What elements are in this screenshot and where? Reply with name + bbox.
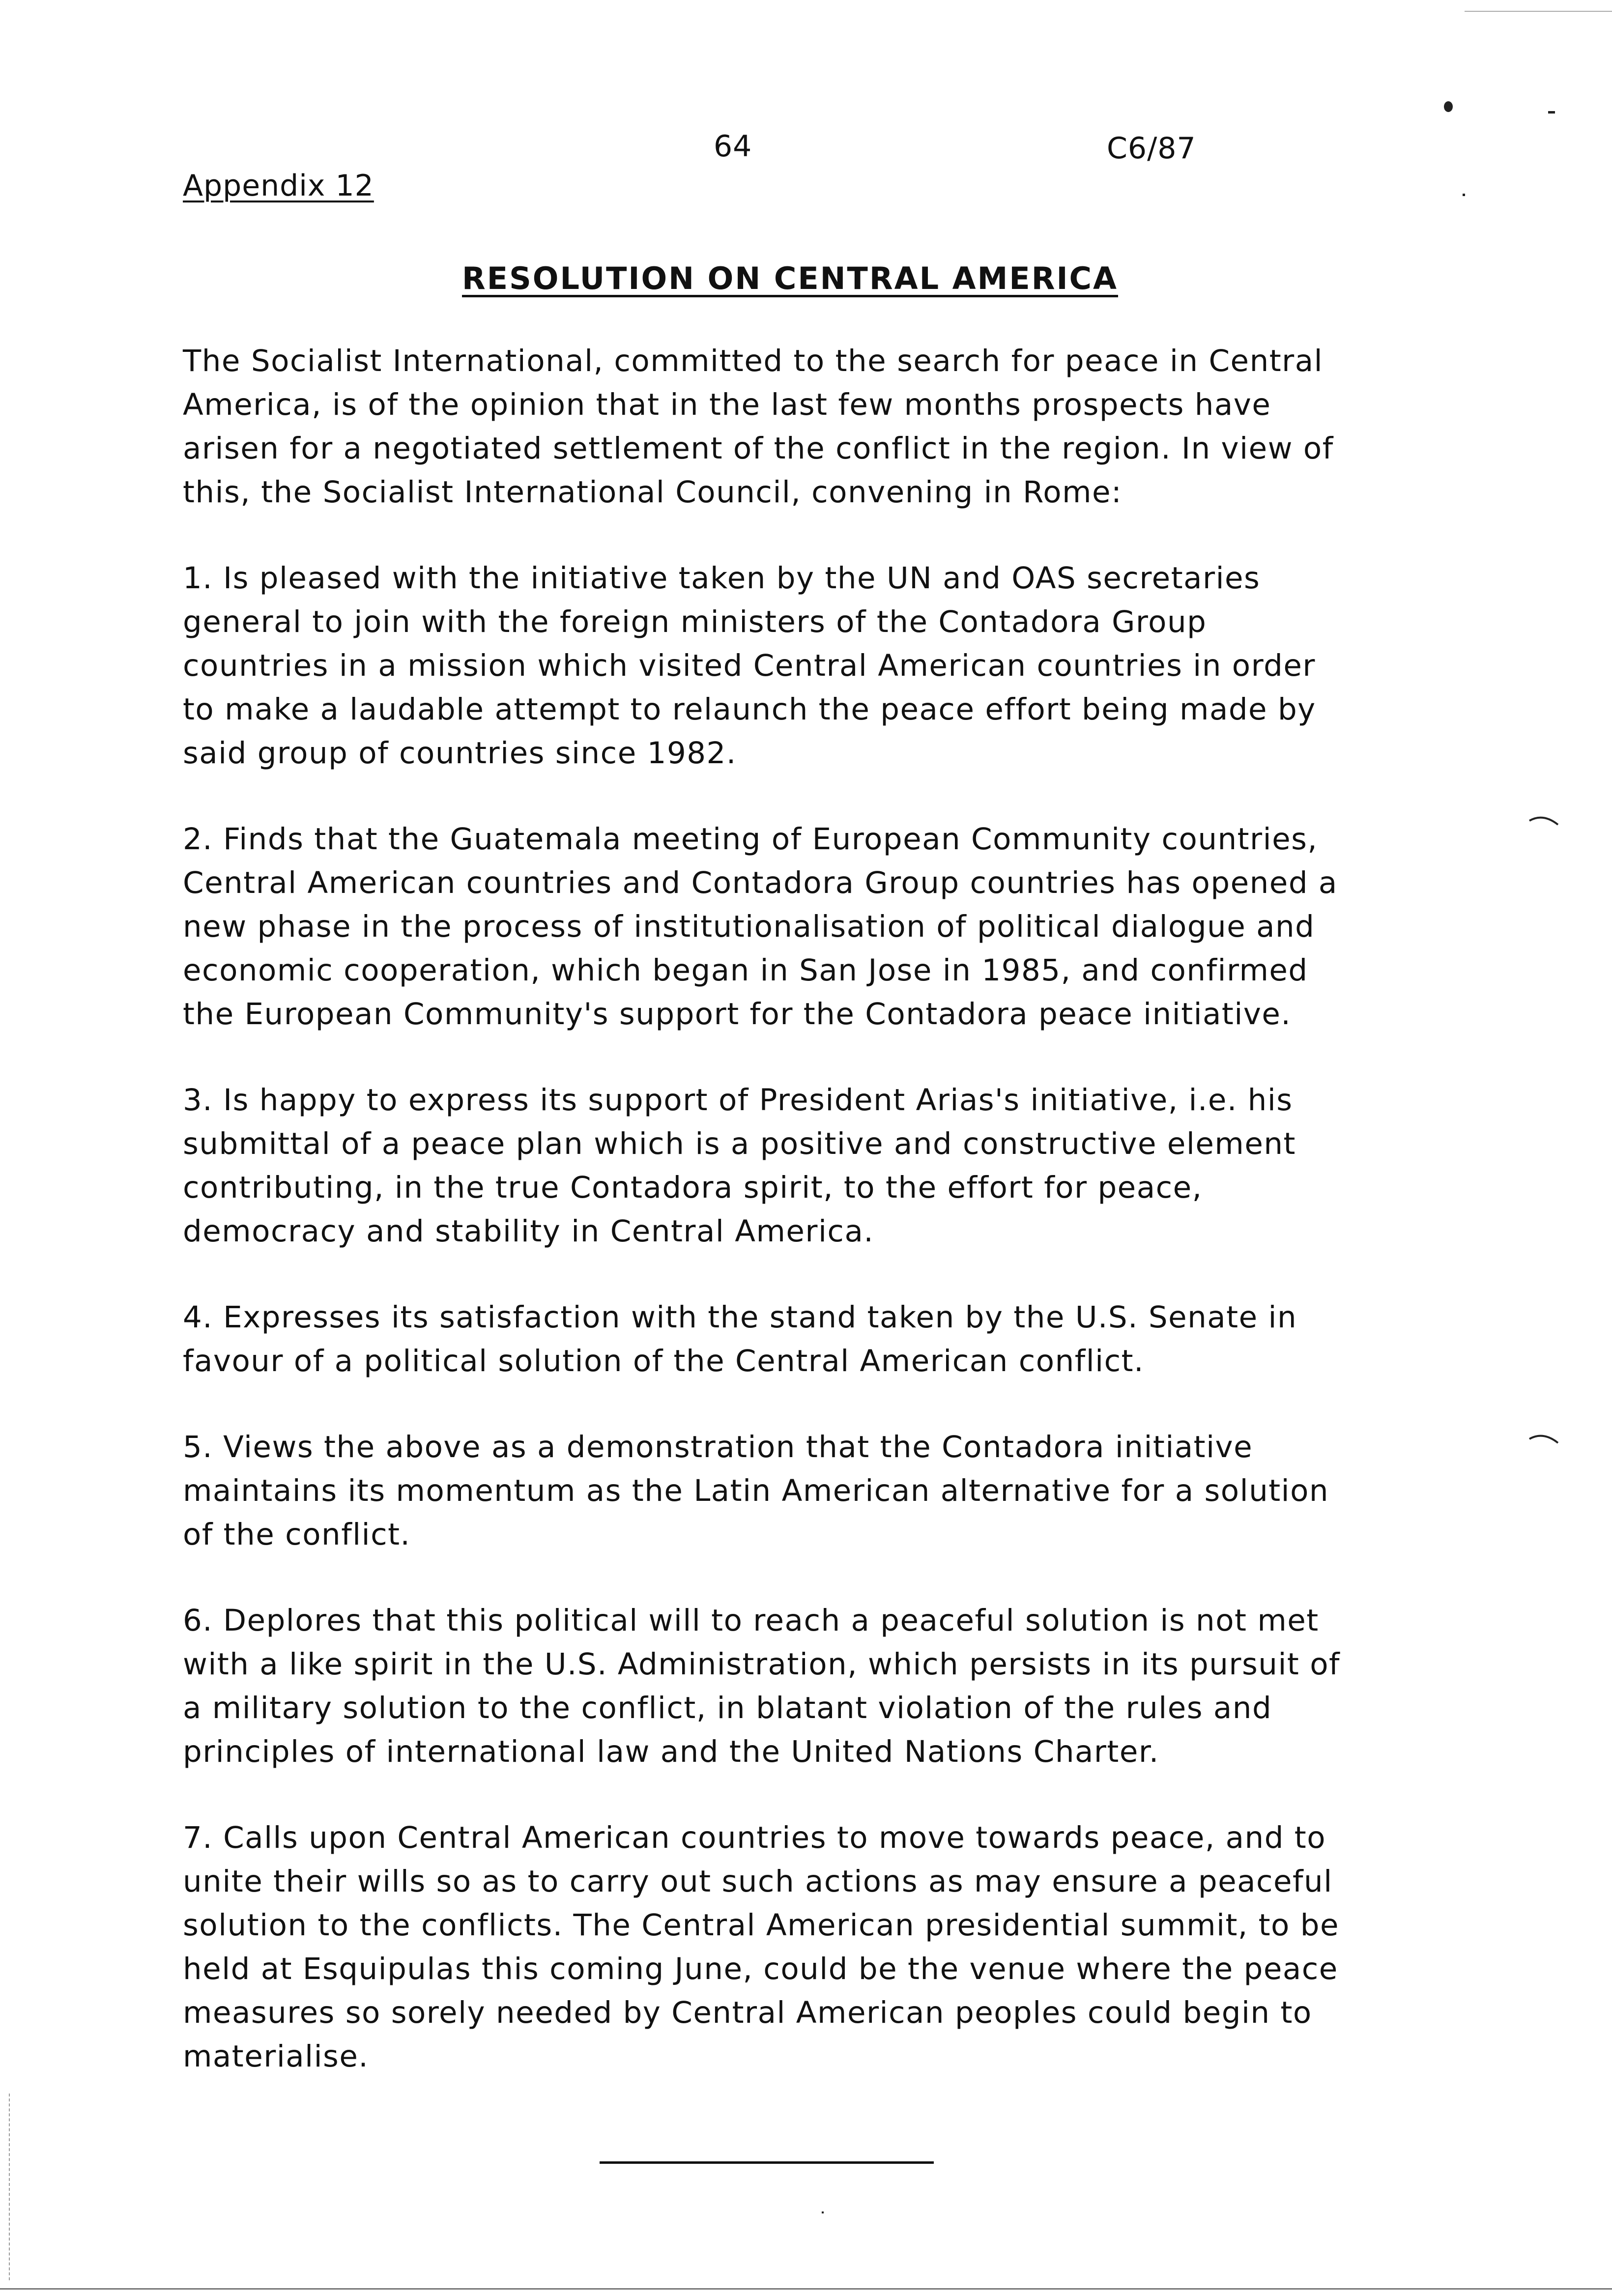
page-number: 64 [714,129,752,164]
scan-speck [1548,111,1555,114]
scan-edge-line [9,2094,10,2280]
scan-speck [822,2211,824,2213]
clause-4-paragraph: 4. Expresses its satisfaction with the stand taken by the U.S. Senate in favour of a political solution of the Central American conflict. [183,1300,1297,1378]
scan-edge-line [0,2288,1612,2290]
clause-1-paragraph: 1. Is pleased with the initiative taken by the UN and OAS secretaries general to join with the foreign ministers of the Contadora Group countries in a mission which visited Central American countries in order to make a laudable attempt to relaunch the peace effort being made by said group of countries since 1982. [183,561,1316,771]
preamble-paragraph: The Socialist International, committed to the search for peace in Central America, is of the opinion that in the last few months prospects have arisen for a negotiated settlement of the conflict in the region. In view of this, the Socialist International Council, convening in Rome: [183,344,1334,510]
resolution-title: RESOLUTION ON CENTRAL AMERICA [462,260,1118,296]
clause-2-paragraph: 2. Finds that the Guatemala meeting of European Community countries, Central American countries and Contadora Group countries has opened a new phase in the process of institutionalisation of political dialogue and economic cooperation, which began in San Jose in 1985, and confirmed the European Community's support for the Contadora peace initiative. [183,822,1338,1032]
clause-6-paragraph: 6. Deplores that this political will to reach a peaceful solution is not met with a like spirit in the U.S. Administration, which persists in its pursuit of a military solution to the conflict, in blatant violation of the rules and principles of international law and the United Nations Charter. [183,1603,1341,1769]
scan-speck [1444,101,1453,112]
appendix-label: Appendix 12 [183,169,374,203]
scan-edge-line [1465,11,1612,12]
clause-7-paragraph: 7. Calls upon Central American countries to move towards peace, and to unite their wills so as to carry out such actions as may ensure a peaceful solution to the conflicts. The Central American presidential summit, to be held at Esquipulas this coming June, could be the venue where the peace measures so sorely needed by Central American peoples could begin to materialise. [183,1820,1340,2074]
scan-edge-mark [1528,1430,1563,1445]
closing-rule [600,2161,934,2164]
scan-speck [1463,194,1465,196]
resolution-body [183,339,1353,2121]
scan-edge-mark [1528,812,1563,827]
document-reference: C6/87 [1107,131,1196,166]
clause-5-paragraph: 5. Views the above as a demonstration that the Contadora initiative maintains its momentum as the Latin American alternative for a solution of the conflict. [183,1430,1329,1552]
clause-3-paragraph: 3. Is happy to express its support of President Arias's initiative, i.e. his submittal of a peace plan which is a positive and constructive element contributing, in the true Contadora spirit, to the effort for peace, democracy and stability in Central America. [183,1083,1296,1249]
